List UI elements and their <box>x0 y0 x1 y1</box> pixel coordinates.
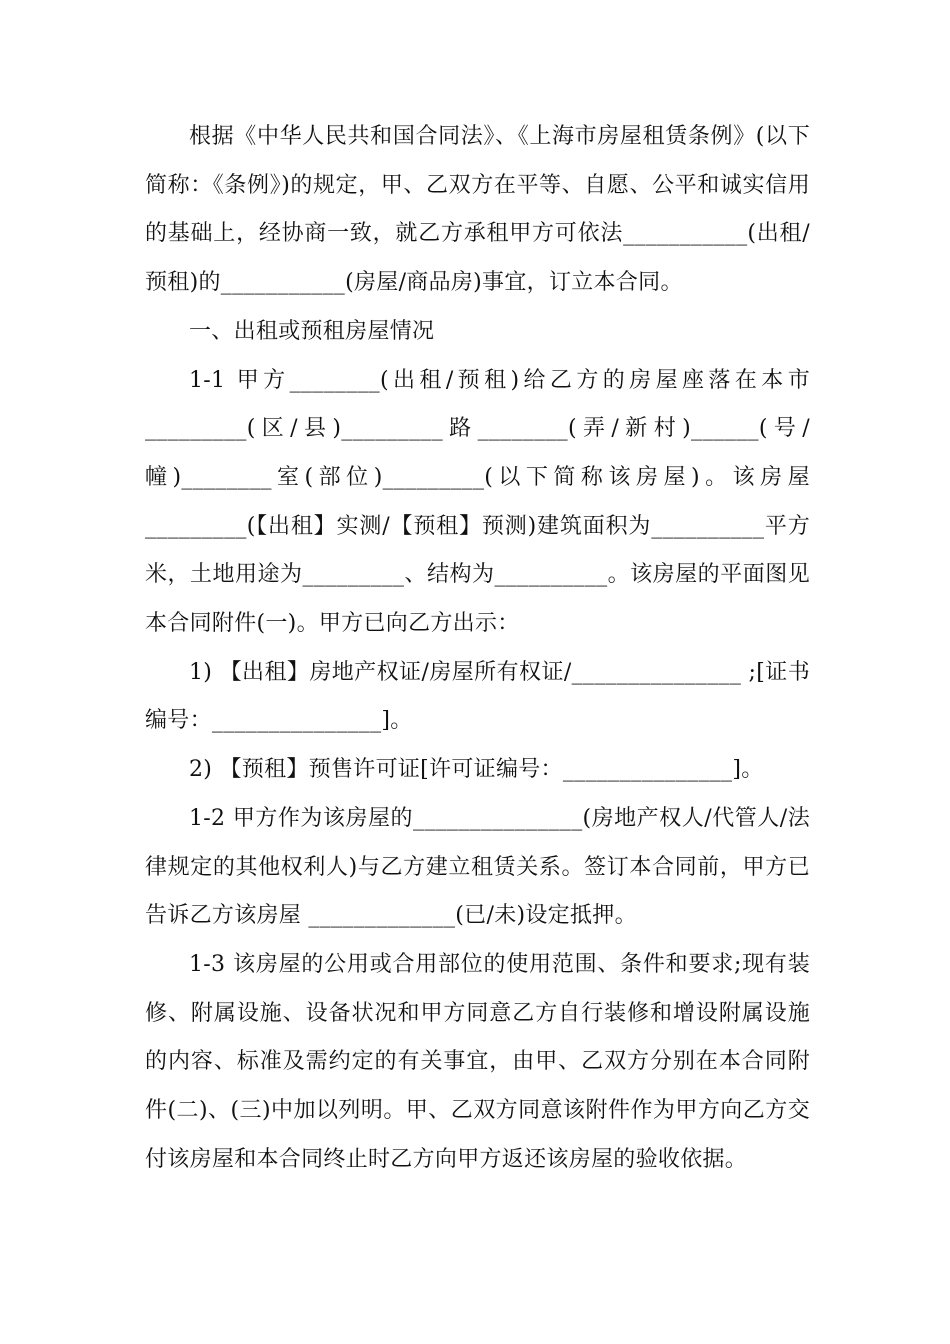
section-heading-rental-property: 一、出租或预租房屋情况 <box>189 318 435 344</box>
clause-1-1-item-1: 1) 【出租】房地产权证/房屋所有权证/_______________ ;[证书编号：_______________]。 <box>145 659 810 734</box>
intro-paragraph: 根据《中华人民共和国合同法》、《上海市房屋租赁条例》(以下简称：《条例》)的规定，甲、乙双方在平等、自愿、公平和诚实信用的基础上，经协商一致，就乙方承租甲方可依法___________(出租/预租)的___________(房屋/商品房)事宜，订立本合同。 <box>145 124 810 296</box>
contract-body <box>145 113 810 1184</box>
clause-1-2: 1-2 甲方作为该房屋的_______________(房地产权人/代管人/法律规定的其他权利人)与乙方建立租赁关系。签订本合同前，甲方已告诉乙方该房屋 _____________(已/未)设定抵押。 <box>145 805 810 929</box>
clause-1-1: 1-1 甲方________(出租/预租)给乙方的房屋座落在本市_________(区/县)_________路________(弄/新村)______(号/幢)________室(部位)_________(以下简称该房屋)。该房屋_________(【出租】实测/【预租】预测)建筑面积为__________平方米，土地用途为_________、结构为__________。该房屋的平面图见本合同附件(一)。甲方已向乙方出示： <box>145 367 810 637</box>
clause-1-3: 1-3 该房屋的公用或合用部位的使用范围、条件和要求;现有装修、附属设施、设备状况和甲方同意乙方自行装修和增设附属设施的内容、标准及需约定的有关事宜，由甲、乙双方分别在本合同附件(二)、(三)中加以列明。甲、乙双方同意该附件作为甲方向乙方交付该房屋和本合同终止时乙方向甲方返还该房屋的验收依据。 <box>145 951 810 1172</box>
clause-1-1-item-2: 2) 【预租】预售许可证[许可证编号：_______________]。 <box>189 757 764 783</box>
